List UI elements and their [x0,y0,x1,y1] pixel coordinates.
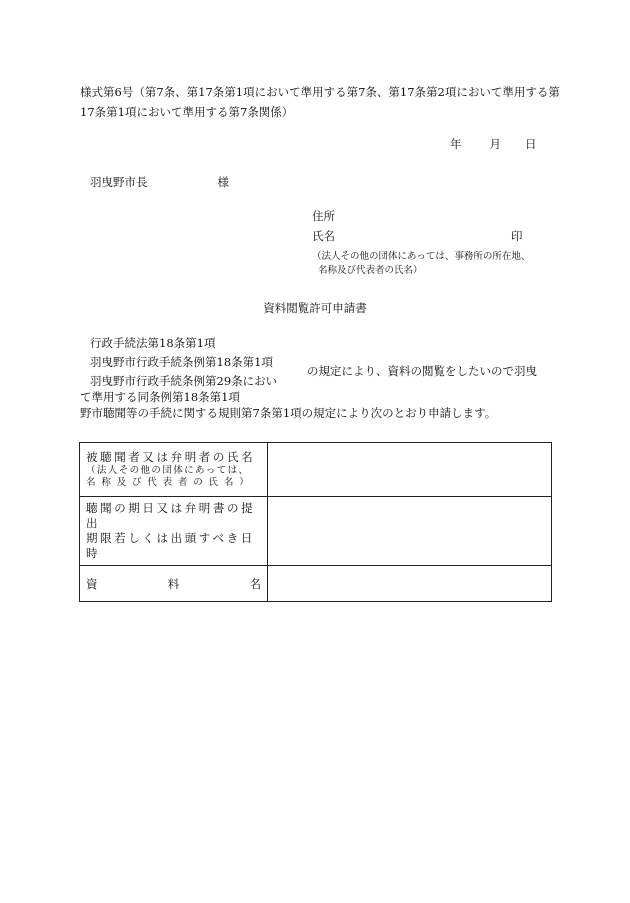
seal-mark: 印 [511,229,523,243]
document-title: 資料閲覧許可申請書 [263,301,367,315]
date-month-label: 月 [489,137,501,151]
provision-middle-text: の規定により、資料の閲覧をしたいので羽曳 [307,364,537,378]
table-row [80,566,552,602]
form-reference: 様式第6号（第7条、第17条第1項において準用する第7条、第17条第2項において準用する第17条第1項において準用する第7条関係） [80,85,560,119]
table-row [80,443,552,497]
addressee-name: 羽曳野市長 [90,175,148,189]
addressee [90,177,229,189]
hearing-date-label-cell [80,497,268,566]
document-name-char-3: 名 [249,576,261,591]
date-line [450,139,537,151]
date-year-label: 年 [450,137,462,151]
addressee-honorific: 様 [217,175,229,189]
respondent-name-sub1: （法人その他の団体にあっては、 [86,465,250,476]
application-table [79,442,552,602]
provision-option-1: 行政手続法第18条第1項 [90,336,216,350]
provision-continuation: 野市聴聞等の手続に関する規則第7条第1項の規定により次のとおり申請します。 [80,406,497,420]
respondent-name-label: 被聴聞者又は弁明者の氏名 [86,450,256,464]
document-name-label [86,576,261,592]
hearing-date-field[interactable] [268,497,552,566]
document-name-char-1: 資 [86,576,98,591]
document-name-field[interactable] [268,566,552,602]
applicant-note-line2: 名称及び代表者の氏名） [318,265,423,276]
hearing-date-label-line1: 聴聞の期日又は弁明書の提出 [86,501,256,530]
table-row [80,497,552,566]
document-name-char-2: 料 [167,576,180,591]
provision-option-3-line2: て準用する同条例第18条第1項 [80,390,240,404]
applicant-note [312,250,562,278]
respondent-name-field[interactable] [268,443,552,497]
respondent-name-sub2: 名 称 及 び 代 表 者 の 氏 名 ） [86,477,251,488]
applicant-address-label: 住所 [312,209,335,223]
respondent-name-label-cell [80,443,268,497]
hearing-date-label-line2: 期限若しくは出頭すべき日時 [86,531,255,560]
provision-option-3-line1: 羽曳野市行政手続条例第29条におい [90,374,278,388]
date-day-label: 日 [525,137,537,151]
applicant-name-label: 氏名 [312,229,335,243]
document-name-label-cell [80,566,268,602]
provision-option-2: 羽曳野市行政手続条例第18条第1項 [90,355,273,369]
applicant-note-line1: （法人その他の団体にあっては、事務所の所在地、 [312,251,531,262]
